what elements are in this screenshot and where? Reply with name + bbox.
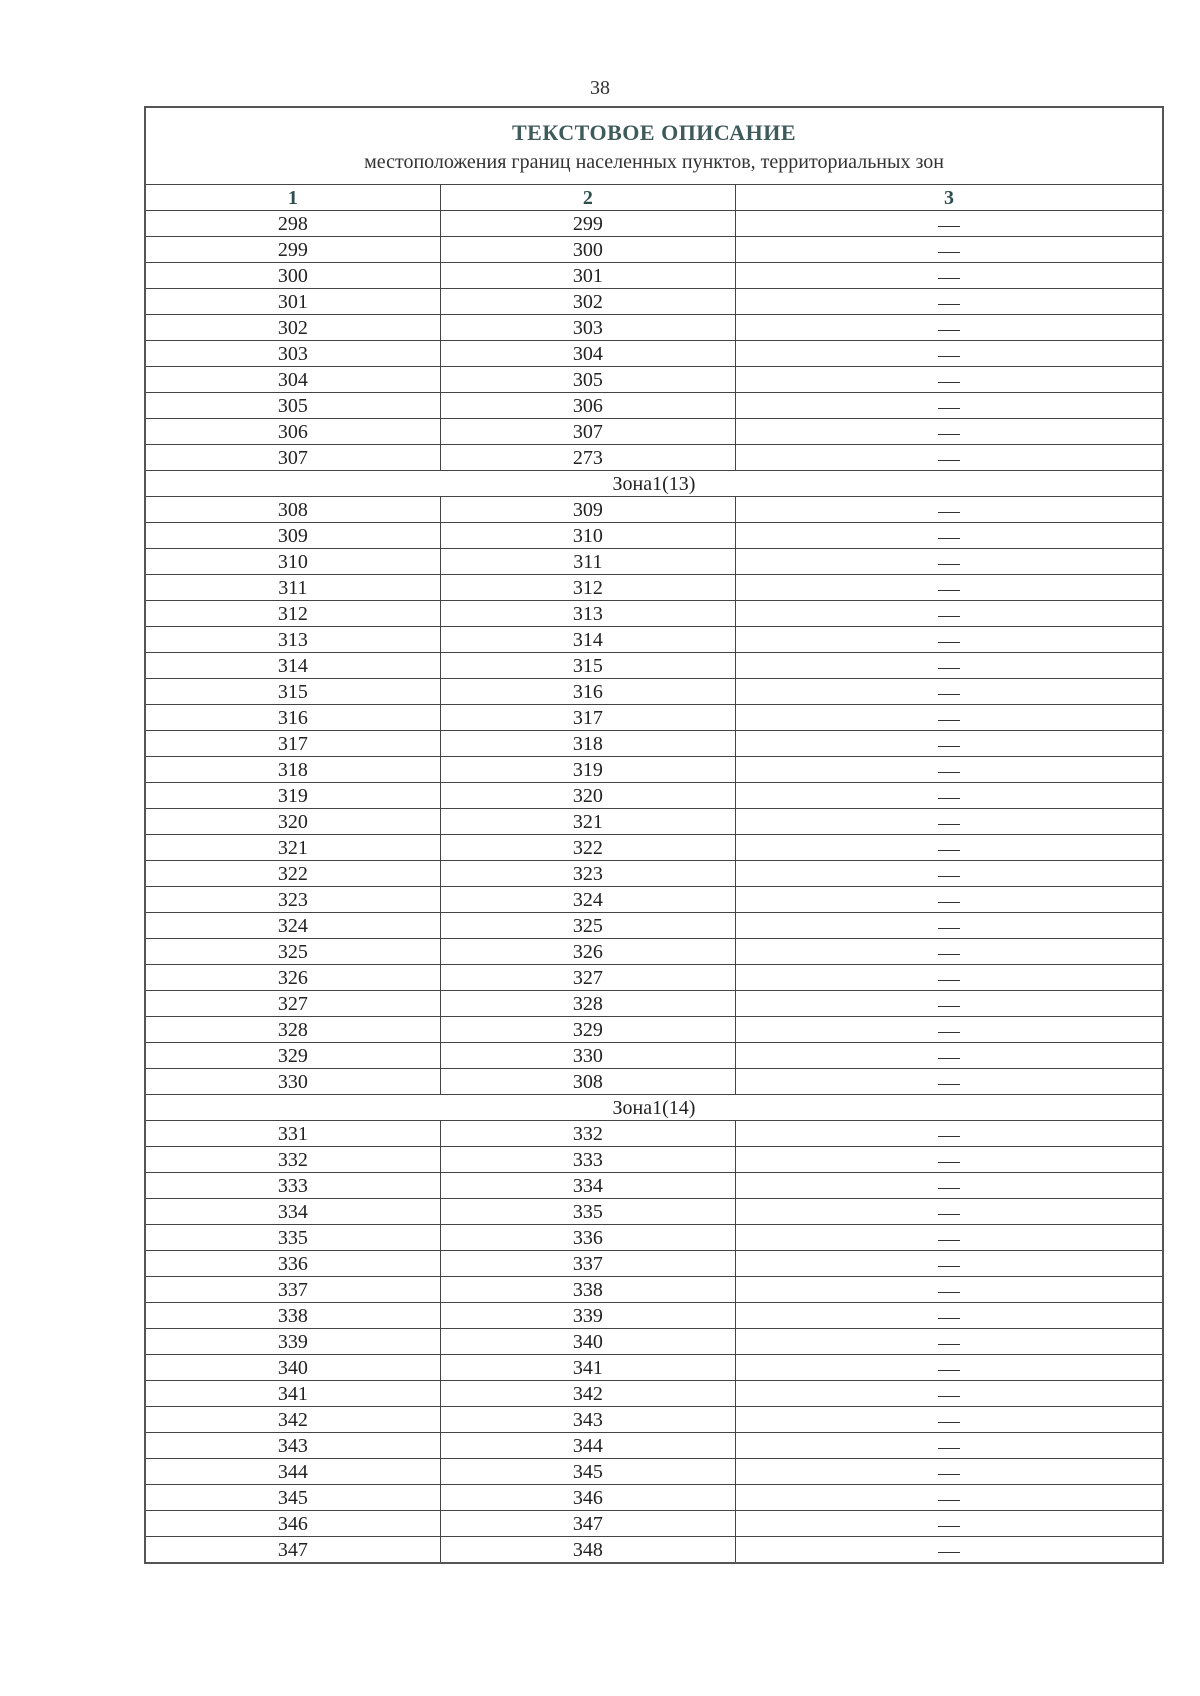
start-point-cell: 306 bbox=[145, 419, 440, 445]
description-cell bbox=[735, 991, 1163, 1017]
description-cell bbox=[735, 1485, 1163, 1511]
description-cell bbox=[735, 939, 1163, 965]
table-row bbox=[145, 965, 1163, 991]
end-point-cell: 347 bbox=[440, 1511, 735, 1537]
end-point-cell: 314 bbox=[440, 627, 735, 653]
end-point-cell: 304 bbox=[440, 341, 735, 367]
table-row bbox=[145, 393, 1163, 419]
table-row bbox=[145, 1433, 1163, 1459]
dash-mark bbox=[938, 460, 960, 461]
description-cell bbox=[735, 783, 1163, 809]
description-cell bbox=[735, 211, 1163, 237]
dash-mark bbox=[938, 616, 960, 617]
dash-mark bbox=[938, 720, 960, 721]
table-row bbox=[145, 1303, 1163, 1329]
table-row bbox=[145, 705, 1163, 731]
end-point-cell: 303 bbox=[440, 315, 735, 341]
description-cell bbox=[735, 1433, 1163, 1459]
end-point-cell: 335 bbox=[440, 1199, 735, 1225]
dash-mark bbox=[938, 382, 960, 383]
end-point-cell: 348 bbox=[440, 1537, 735, 1564]
description-cell bbox=[735, 1459, 1163, 1485]
table-row bbox=[145, 1225, 1163, 1251]
end-point-cell: 344 bbox=[440, 1433, 735, 1459]
end-point-cell: 324 bbox=[440, 887, 735, 913]
column-number-3: 3 bbox=[735, 185, 1163, 211]
dash-mark bbox=[938, 1006, 960, 1007]
description-cell bbox=[735, 1199, 1163, 1225]
dash-mark bbox=[938, 1552, 960, 1553]
dash-mark bbox=[938, 1396, 960, 1397]
start-point-cell: 329 bbox=[145, 1043, 440, 1069]
description-cell bbox=[735, 523, 1163, 549]
start-point-cell: 300 bbox=[145, 263, 440, 289]
table-row bbox=[145, 419, 1163, 445]
end-point-cell: 333 bbox=[440, 1147, 735, 1173]
end-point-cell: 321 bbox=[440, 809, 735, 835]
table-row bbox=[145, 601, 1163, 627]
end-point-cell: 319 bbox=[440, 757, 735, 783]
table-row bbox=[145, 341, 1163, 367]
description-cell bbox=[735, 315, 1163, 341]
table-row bbox=[145, 211, 1163, 237]
end-point-cell: 341 bbox=[440, 1355, 735, 1381]
end-point-cell: 326 bbox=[440, 939, 735, 965]
dash-mark bbox=[938, 1188, 960, 1189]
start-point-cell: 325 bbox=[145, 939, 440, 965]
column-number-2: 2 bbox=[440, 185, 735, 211]
description-cell bbox=[735, 731, 1163, 757]
end-point-cell: 318 bbox=[440, 731, 735, 757]
table-row bbox=[145, 861, 1163, 887]
table-row bbox=[145, 731, 1163, 757]
start-point-cell: 299 bbox=[145, 237, 440, 263]
start-point-cell: 298 bbox=[145, 211, 440, 237]
table-row bbox=[145, 1381, 1163, 1407]
start-point-cell: 309 bbox=[145, 523, 440, 549]
start-point-cell: 320 bbox=[145, 809, 440, 835]
start-point-cell: 302 bbox=[145, 315, 440, 341]
table-row bbox=[145, 653, 1163, 679]
table-row bbox=[145, 289, 1163, 315]
boundary-description-table bbox=[144, 106, 1164, 1564]
dash-mark bbox=[938, 772, 960, 773]
end-point-cell: 299 bbox=[440, 211, 735, 237]
start-point-cell: 304 bbox=[145, 367, 440, 393]
table-row bbox=[145, 367, 1163, 393]
start-point-cell: 338 bbox=[145, 1303, 440, 1329]
description-cell bbox=[735, 653, 1163, 679]
description-cell bbox=[735, 679, 1163, 705]
end-point-cell: 322 bbox=[440, 835, 735, 861]
table-row bbox=[145, 1173, 1163, 1199]
start-point-cell: 303 bbox=[145, 341, 440, 367]
dash-mark bbox=[938, 1032, 960, 1033]
description-cell bbox=[735, 1355, 1163, 1381]
dash-mark bbox=[938, 746, 960, 747]
table-row bbox=[145, 1277, 1163, 1303]
description-cell bbox=[735, 445, 1163, 471]
table-row bbox=[145, 575, 1163, 601]
table-row bbox=[145, 1485, 1163, 1511]
end-point-cell: 309 bbox=[440, 497, 735, 523]
description-cell bbox=[735, 835, 1163, 861]
end-point-cell: 332 bbox=[440, 1121, 735, 1147]
start-point-cell: 347 bbox=[145, 1537, 440, 1564]
end-point-cell: 306 bbox=[440, 393, 735, 419]
description-cell bbox=[735, 861, 1163, 887]
start-point-cell: 321 bbox=[145, 835, 440, 861]
description-cell bbox=[735, 1407, 1163, 1433]
description-cell bbox=[735, 887, 1163, 913]
description-cell bbox=[735, 1069, 1163, 1095]
dash-mark bbox=[938, 1526, 960, 1527]
start-point-cell: 341 bbox=[145, 1381, 440, 1407]
description-cell bbox=[735, 237, 1163, 263]
dash-mark bbox=[938, 252, 960, 253]
start-point-cell: 334 bbox=[145, 1199, 440, 1225]
end-point-cell: 338 bbox=[440, 1277, 735, 1303]
dash-mark bbox=[938, 876, 960, 877]
start-point-cell: 313 bbox=[145, 627, 440, 653]
table-row bbox=[145, 913, 1163, 939]
table-row bbox=[145, 1251, 1163, 1277]
description-cell bbox=[735, 263, 1163, 289]
dash-mark bbox=[938, 1448, 960, 1449]
start-point-cell: 307 bbox=[145, 445, 440, 471]
description-cell bbox=[735, 1511, 1163, 1537]
start-point-cell: 317 bbox=[145, 731, 440, 757]
dash-mark bbox=[938, 330, 960, 331]
start-point-cell: 330 bbox=[145, 1069, 440, 1095]
start-point-cell: 326 bbox=[145, 965, 440, 991]
start-point-cell: 322 bbox=[145, 861, 440, 887]
dash-mark bbox=[938, 1084, 960, 1085]
dash-mark bbox=[938, 434, 960, 435]
dash-mark bbox=[938, 1344, 960, 1345]
table-row bbox=[145, 1147, 1163, 1173]
start-point-cell: 340 bbox=[145, 1355, 440, 1381]
description-cell bbox=[735, 497, 1163, 523]
end-point-cell: 334 bbox=[440, 1173, 735, 1199]
end-point-cell: 305 bbox=[440, 367, 735, 393]
table-row bbox=[145, 497, 1163, 523]
end-point-cell: 330 bbox=[440, 1043, 735, 1069]
description-cell bbox=[735, 1173, 1163, 1199]
start-point-cell: 332 bbox=[145, 1147, 440, 1173]
end-point-cell: 300 bbox=[440, 237, 735, 263]
end-point-cell: 273 bbox=[440, 445, 735, 471]
table-row bbox=[145, 1043, 1163, 1069]
table-row bbox=[145, 263, 1163, 289]
description-cell bbox=[735, 1303, 1163, 1329]
dash-mark bbox=[938, 356, 960, 357]
table-row bbox=[145, 627, 1163, 653]
dash-mark bbox=[938, 1136, 960, 1137]
end-point-cell: 320 bbox=[440, 783, 735, 809]
description-cell bbox=[735, 341, 1163, 367]
column-number-row bbox=[145, 185, 1163, 211]
description-cell bbox=[735, 1043, 1163, 1069]
dash-mark bbox=[938, 902, 960, 903]
table-row bbox=[145, 237, 1163, 263]
start-point-cell: 323 bbox=[145, 887, 440, 913]
zone-label: Зона1(13) bbox=[145, 471, 1163, 497]
page-number: 38 bbox=[590, 77, 610, 99]
start-point-cell: 335 bbox=[145, 1225, 440, 1251]
dash-mark bbox=[938, 928, 960, 929]
end-point-cell: 339 bbox=[440, 1303, 735, 1329]
start-point-cell: 344 bbox=[145, 1459, 440, 1485]
description-cell bbox=[735, 757, 1163, 783]
dash-mark bbox=[938, 1162, 960, 1163]
dash-mark bbox=[938, 1292, 960, 1293]
table-row bbox=[145, 1407, 1163, 1433]
description-cell bbox=[735, 601, 1163, 627]
description-cell bbox=[735, 393, 1163, 419]
zone-header-row bbox=[145, 471, 1163, 497]
description-cell bbox=[735, 705, 1163, 731]
start-point-cell: 327 bbox=[145, 991, 440, 1017]
end-point-cell: 313 bbox=[440, 601, 735, 627]
dash-mark bbox=[938, 694, 960, 695]
start-point-cell: 331 bbox=[145, 1121, 440, 1147]
table-row bbox=[145, 1355, 1163, 1381]
end-point-cell: 316 bbox=[440, 679, 735, 705]
end-point-cell: 340 bbox=[440, 1329, 735, 1355]
start-point-cell: 328 bbox=[145, 1017, 440, 1043]
description-cell bbox=[735, 549, 1163, 575]
description-cell bbox=[735, 1277, 1163, 1303]
description-cell bbox=[735, 367, 1163, 393]
table-row bbox=[145, 1017, 1163, 1043]
description-cell bbox=[735, 1017, 1163, 1043]
start-point-cell: 343 bbox=[145, 1433, 440, 1459]
table-row bbox=[145, 549, 1163, 575]
start-point-cell: 324 bbox=[145, 913, 440, 939]
dash-mark bbox=[938, 590, 960, 591]
description-cell bbox=[735, 1381, 1163, 1407]
end-point-cell: 345 bbox=[440, 1459, 735, 1485]
end-point-cell: 301 bbox=[440, 263, 735, 289]
description-cell bbox=[735, 809, 1163, 835]
table-row bbox=[145, 1121, 1163, 1147]
start-point-cell: 301 bbox=[145, 289, 440, 315]
description-cell bbox=[735, 1225, 1163, 1251]
table-row bbox=[145, 445, 1163, 471]
description-cell bbox=[735, 965, 1163, 991]
table-title: ТЕКСТОВОЕ ОПИСАНИЕ bbox=[511, 120, 796, 145]
end-point-cell: 329 bbox=[440, 1017, 735, 1043]
dash-mark bbox=[938, 538, 960, 539]
description-cell bbox=[735, 627, 1163, 653]
end-point-cell: 317 bbox=[440, 705, 735, 731]
start-point-cell: 315 bbox=[145, 679, 440, 705]
table-row bbox=[145, 991, 1163, 1017]
end-point-cell: 343 bbox=[440, 1407, 735, 1433]
start-point-cell: 346 bbox=[145, 1511, 440, 1537]
start-point-cell: 310 bbox=[145, 549, 440, 575]
end-point-cell: 336 bbox=[440, 1225, 735, 1251]
dash-mark bbox=[938, 1370, 960, 1371]
table-row bbox=[145, 1069, 1163, 1095]
dash-mark bbox=[938, 226, 960, 227]
table-row bbox=[145, 783, 1163, 809]
dash-mark bbox=[938, 512, 960, 513]
table-row bbox=[145, 523, 1163, 549]
end-point-cell: 308 bbox=[440, 1069, 735, 1095]
dash-mark bbox=[938, 1474, 960, 1475]
table-row bbox=[145, 835, 1163, 861]
end-point-cell: 337 bbox=[440, 1251, 735, 1277]
table-row bbox=[145, 887, 1163, 913]
end-point-cell: 346 bbox=[440, 1485, 735, 1511]
description-cell bbox=[735, 913, 1163, 939]
dash-mark bbox=[938, 1318, 960, 1319]
start-point-cell: 319 bbox=[145, 783, 440, 809]
description-cell bbox=[735, 1537, 1163, 1564]
dash-mark bbox=[938, 1266, 960, 1267]
end-point-cell: 302 bbox=[440, 289, 735, 315]
end-point-cell: 328 bbox=[440, 991, 735, 1017]
description-cell bbox=[735, 289, 1163, 315]
table-row bbox=[145, 1459, 1163, 1485]
dash-mark bbox=[938, 304, 960, 305]
dash-mark bbox=[938, 850, 960, 851]
table-row bbox=[145, 939, 1163, 965]
description-cell bbox=[735, 1147, 1163, 1173]
end-point-cell: 310 bbox=[440, 523, 735, 549]
table-row bbox=[145, 315, 1163, 341]
description-cell bbox=[735, 1329, 1163, 1355]
table-row bbox=[145, 1537, 1163, 1564]
end-point-cell: 325 bbox=[440, 913, 735, 939]
dash-mark bbox=[938, 798, 960, 799]
dash-mark bbox=[938, 1422, 960, 1423]
dash-mark bbox=[938, 1058, 960, 1059]
dash-mark bbox=[938, 980, 960, 981]
dash-mark bbox=[938, 668, 960, 669]
start-point-cell: 312 bbox=[145, 601, 440, 627]
end-point-cell: 323 bbox=[440, 861, 735, 887]
dash-mark bbox=[938, 954, 960, 955]
table-row bbox=[145, 679, 1163, 705]
description-cell bbox=[735, 575, 1163, 601]
end-point-cell: 312 bbox=[440, 575, 735, 601]
start-point-cell: 305 bbox=[145, 393, 440, 419]
start-point-cell: 345 bbox=[145, 1485, 440, 1511]
start-point-cell: 316 bbox=[145, 705, 440, 731]
table-row bbox=[145, 1511, 1163, 1537]
start-point-cell: 342 bbox=[145, 1407, 440, 1433]
column-number-1: 1 bbox=[145, 185, 440, 211]
description-cell bbox=[735, 419, 1163, 445]
start-point-cell: 339 bbox=[145, 1329, 440, 1355]
dash-mark bbox=[938, 642, 960, 643]
table-row bbox=[145, 809, 1163, 835]
table-row bbox=[145, 1199, 1163, 1225]
zone-header-row bbox=[145, 1095, 1163, 1121]
dash-mark bbox=[938, 1214, 960, 1215]
start-point-cell: 333 bbox=[145, 1173, 440, 1199]
end-point-cell: 307 bbox=[440, 419, 735, 445]
end-point-cell: 342 bbox=[440, 1381, 735, 1407]
dash-mark bbox=[938, 1500, 960, 1501]
table-subtitle: местоположения границ населенных пунктов, территориальных зон bbox=[364, 151, 944, 173]
start-point-cell: 308 bbox=[145, 497, 440, 523]
start-point-cell: 311 bbox=[145, 575, 440, 601]
description-cell bbox=[735, 1121, 1163, 1147]
zone-label: Зона1(14) bbox=[145, 1095, 1163, 1121]
end-point-cell: 315 bbox=[440, 653, 735, 679]
description-cell bbox=[735, 1251, 1163, 1277]
table-row bbox=[145, 757, 1163, 783]
dash-mark bbox=[938, 824, 960, 825]
table-body bbox=[145, 211, 1163, 1564]
dash-mark bbox=[938, 278, 960, 279]
start-point-cell: 318 bbox=[145, 757, 440, 783]
end-point-cell: 311 bbox=[440, 549, 735, 575]
start-point-cell: 337 bbox=[145, 1277, 440, 1303]
dash-mark bbox=[938, 564, 960, 565]
table-title-cell bbox=[145, 107, 1163, 185]
table-row bbox=[145, 1329, 1163, 1355]
dash-mark bbox=[938, 1240, 960, 1241]
start-point-cell: 314 bbox=[145, 653, 440, 679]
end-point-cell: 327 bbox=[440, 965, 735, 991]
start-point-cell: 336 bbox=[145, 1251, 440, 1277]
dash-mark bbox=[938, 408, 960, 409]
